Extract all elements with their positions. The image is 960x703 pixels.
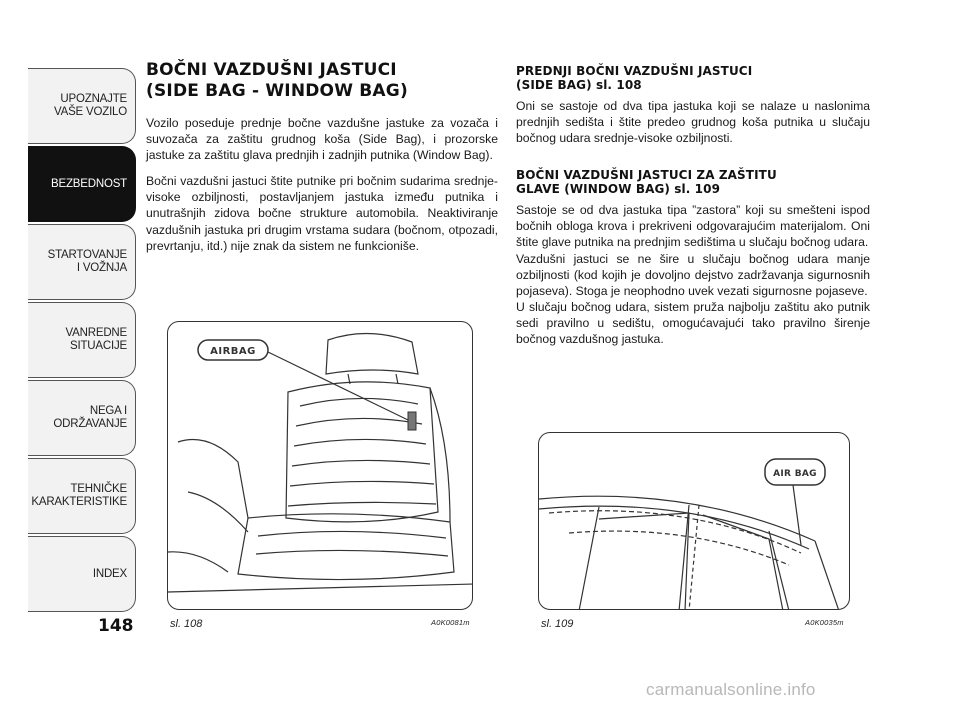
tab-label: INDEX [92,567,127,580]
window-bag-paragraph: Sastoje se od dva jastuka tipa ”zastora” koji su smešteni ispod bočnih obloga krova i prekriveni odgovarajućim materijalom. Oni štite glave putnika na prednjim sedištima u slučaju bočnog udara. [516,203,870,250]
side-bag-heading-line1: PREDNJI BOČNI VAZDUŠNI JASTUCI [516,64,753,78]
roof-drawing [539,433,850,610]
seating-paragraph: U slučaju bočnog udara, sistem pruža najbolju zaštitu ako putnik sedi pravilno u sedištu, omogućavajući tako pravilno širenje bočnog vazdušnog jastuka. [516,299,870,347]
deployment-paragraph: Vazdušni jastuci se ne šire u slučaju bočnog udara manje ozbiljnosti (kod kojih je dovoljno dejstvo zadržavanja sigurnosnih pojaseva). Stoga je neophodno uvek vezati sigurnosne pojaseve. [516,251,870,298]
left-column [146,60,498,264]
side-bag-heading-line2: (SIDE BAG) sl. 108 [516,78,642,92]
section-title [146,60,498,102]
air-bag-label: AIR BAG [773,469,817,479]
side-bag-paragraph: Oni se sastoje od dva tipa jastuka koji se nalaze u naslonima prednjih sedišta i štite predeo grudnog koša putnika u slučaju bočnog udara srednje-visoke ozbiljnosti. [516,99,870,146]
tab-tehnicke-karakteristike[interactable] [28,458,136,534]
tab-label: VANREDNE SITUACIJE [65,327,127,352]
tab-nega-i-odrzavanje[interactable] [28,380,136,456]
intro-paragraph: Vozilo poseduje prednje bočne vazdušne jastuke za vozača i suvozača za zaštitu grudnog koša (Side Bag), i prozorske jastuke za zaštitu glava prednjih i zadnjih putnika (Window Bag). [146,116,498,163]
protection-paragraph: Bočni vazdušni jastuci štite putnike pri bočnim sudarima srednje-visoke ozbiljnosti, postavljanjem jastuka između putnika i unutrašnjih zidova bočne strukture automobila. Neaktiviranje vazdušnih jastuka pri drugim vrstama sudara (bočnom, otpozadi, prevrtanju, itd.) nije znak da sistem ne funkcioniše. [146,174,498,253]
figure-108-code: A0K0081m [431,618,470,627]
tab-vanredne-situacije[interactable] [28,302,136,378]
seat-drawing [168,322,473,610]
figure-108-seat-illustration [167,321,473,610]
tab-label: NEGA I ODRŽAVANJE [53,405,127,430]
tab-label: BEZBEDNOST [51,177,127,190]
page-number: 148 [98,616,134,636]
watermark: carmanualsonline.info [646,680,816,699]
right-column [516,64,870,347]
window-bag-heading [516,168,870,196]
figure-109-caption: sl. 109 [541,618,574,630]
tab-label: TEHNIČKE KARAKTERISTIKE [31,483,127,508]
window-bag-heading-line2: GLAVE (WINDOW BAG) sl. 109 [516,182,721,197]
tab-upoznajte-vase-vozilo[interactable] [28,68,136,144]
tab-label: UPOZNAJTE VAŠE VOZILO [54,93,127,118]
figure-108-caption: sl. 108 [170,618,203,630]
figure-109-roof-illustration [538,432,850,610]
tab-bezbednost[interactable] [28,146,136,222]
side-bag-heading [516,64,870,92]
section-title-line1: BOČNI VAZDUŠNI JASTUCI [146,60,397,80]
tab-startovanje-i-voznja[interactable] [28,224,136,300]
window-bag-heading-line1: BOČNI VAZDUŠNI JASTUCI ZA ZAŠTITU [516,168,777,183]
tab-label: STARTOVANJE I VOŽNJA [47,249,127,274]
section-title-line2: (SIDE BAG - WINDOW BAG) [146,81,408,101]
airbag-label: AIRBAG [210,346,256,357]
figure-109-code: A0K0035m [805,618,844,627]
tab-index[interactable] [28,536,136,612]
